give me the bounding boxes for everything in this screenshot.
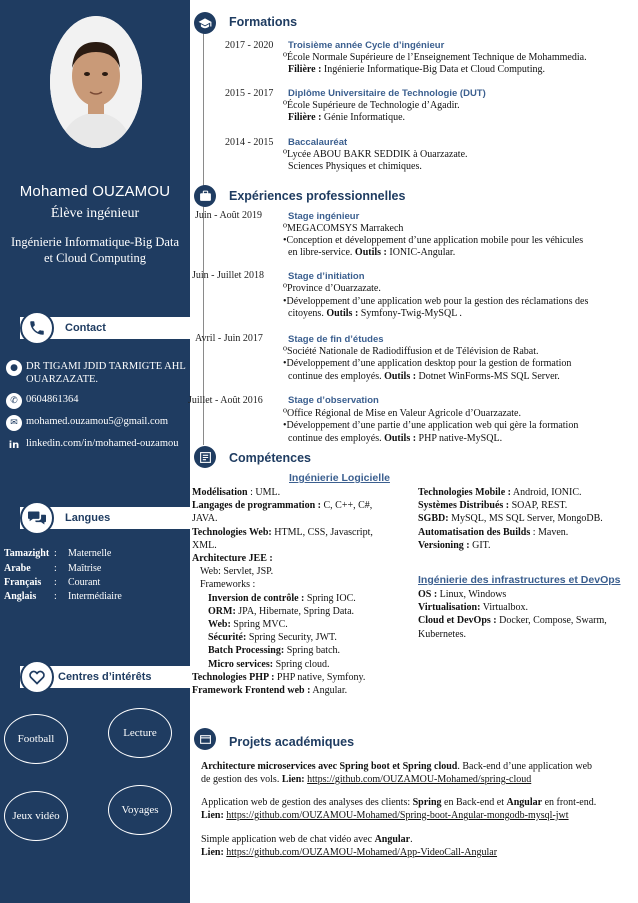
- skill-line: [192, 540, 217, 551]
- skill-label: Automatisation des Builds: [418, 526, 531, 538]
- skill-value: Spring batch.: [286, 645, 341, 657]
- colon: :: [54, 591, 57, 602]
- project-3-desc: Simple application web de chat vidéo avec: [201, 834, 373, 845]
- skill-value: Spring Security, JWT.: [248, 632, 337, 644]
- language-row: [4, 577, 100, 588]
- skill-label: Technologies PHP :: [192, 671, 275, 683]
- interest-lecture: Lecture: [108, 708, 172, 758]
- experience-title: Stage ingénieur: [288, 211, 360, 222]
- experience-desc: •Conception et développement d’une application mobile pour les véhicules: [283, 235, 584, 246]
- language-level: Maîtrise: [68, 563, 102, 574]
- skill-line: [192, 672, 365, 683]
- skill-value: GIT.: [472, 539, 491, 551]
- colon: :: [54, 577, 57, 588]
- language-row: [4, 563, 101, 574]
- projects-title: Projets académiques: [229, 735, 355, 749]
- skill-separator: :: [530, 526, 539, 538]
- languages-title: Langues: [65, 512, 111, 524]
- skill-line: [418, 589, 506, 600]
- desc-text: en libre-service.: [288, 247, 353, 258]
- skill-value: Spring cloud.: [275, 658, 330, 670]
- skill-line: [418, 487, 582, 498]
- person-role: Élève ingénieur: [50, 206, 140, 221]
- experience-desc-cont: [288, 371, 560, 382]
- skill-label: Langages de programmation :: [192, 500, 321, 512]
- skill-value: Linux, Windows: [439, 589, 507, 600]
- place-text: Province d’Ouarzazate.: [287, 283, 381, 294]
- project-2-link-label: Lien:: [201, 810, 224, 821]
- project-1-line-1: [201, 761, 592, 772]
- skill-value: Docker, Compose, Swarm,: [499, 615, 607, 627]
- language-row: [4, 591, 122, 602]
- skills-icon: [194, 446, 216, 468]
- place-text: MEGACOMSYS Marrakech: [287, 223, 404, 234]
- skill-line: [208, 632, 337, 643]
- formation-field: [288, 112, 405, 123]
- project-1-desc-cont: de gestion des vols.: [201, 774, 280, 785]
- language-name: Français: [4, 577, 42, 588]
- language-row: [4, 548, 111, 559]
- phone-text: 0604861364: [26, 394, 79, 405]
- profile-photo: [50, 16, 142, 148]
- skill-line: [418, 540, 491, 551]
- experience-date: Juillet - Août 2016: [188, 395, 263, 406]
- contact-linkedin[interactable]: [6, 437, 190, 453]
- project-1-name: Architecture microservices avec Spring boot et Spring cloud: [201, 761, 458, 772]
- skill-label: Framework Frontend web :: [192, 685, 311, 696]
- contact-address: [6, 360, 190, 386]
- experience-title: Stage de fin d’études: [288, 334, 384, 345]
- desc-text: continue des employés.: [288, 433, 382, 444]
- skill-value: PHP native, Symfony.: [276, 671, 366, 683]
- skill-value: Angular.: [312, 685, 348, 696]
- language-level: Maternelle: [68, 548, 112, 559]
- project-2-desc: Application web de gestion des analyses des clients:: [201, 797, 411, 808]
- language-name: Arabe: [4, 563, 31, 574]
- tools-text: Symfony-Twig-MySQL .: [360, 308, 462, 319]
- skill-line: [418, 527, 568, 538]
- skill-line: [418, 629, 466, 640]
- experience-date: Juin - Juillet 2018: [192, 270, 264, 281]
- skill-label: Technologies Web:: [192, 526, 272, 538]
- skill-line: [200, 566, 273, 577]
- formation-school: ⁰Lycée ABOU BAKR SEDDIK à Ouarzazate.: [283, 149, 468, 160]
- projects-icon: [194, 728, 216, 750]
- language-level: Intermédiaire: [68, 591, 122, 602]
- skill-label: Cloud et DevOps :: [418, 615, 497, 627]
- skill-separator: :: [247, 487, 256, 498]
- project-3-link-label: Lien:: [201, 847, 224, 858]
- formation-date: 2015 - 2017: [225, 88, 274, 99]
- experience-title: Stage d’observation: [288, 395, 379, 406]
- school-text: École Normale Supérieure de l’Enseignement Technique de Mohammedia.: [287, 52, 587, 63]
- skill-label: Micro services:: [208, 658, 274, 670]
- interest-jeux-video: Jeux vidéo: [4, 791, 68, 841]
- skill-label: Versioning :: [418, 539, 470, 551]
- contact-title: Contact: [65, 322, 106, 334]
- skill-line: [192, 685, 347, 696]
- formation-school: ⁰École Normale Supérieure de l’Enseignement Technique de Mohammedia.: [283, 52, 587, 63]
- skill-line: [418, 500, 567, 511]
- skill-value: Spring MVC.: [233, 619, 288, 630]
- skill-label: Sécurité:: [208, 632, 247, 644]
- project-3-line-1: Simple application web de chat vidéo avec Angular.: [201, 834, 413, 845]
- experience-place: ⁰Société Nationale de Radiodiffusion et de Télévision de Rabat.: [283, 346, 539, 357]
- skill-value: Virtualbox.: [482, 602, 528, 614]
- skill-value: Frameworks :: [200, 579, 256, 591]
- formations-title: Formations: [229, 15, 298, 29]
- project-2-line-2: [201, 810, 569, 821]
- person-specialty: Ingénierie Informatique-Big Data et Cloud Computing: [11, 235, 179, 265]
- skill-label: Virtualisation:: [418, 602, 481, 614]
- skill-line: [192, 553, 273, 564]
- field-text: Génie Informatique.: [323, 112, 406, 123]
- speech-bubbles-icon: [20, 501, 54, 535]
- field-label: Filière :: [288, 112, 322, 123]
- tools-label: Outils :: [326, 308, 359, 319]
- project-3-link[interactable]: https://github.com/OUZAMOU-Mohamed/App-VideoCall-Angular: [226, 847, 498, 858]
- desc-text: citoyens.: [288, 308, 324, 319]
- skill-label: SGBD:: [418, 513, 449, 525]
- skill-line: [418, 615, 607, 626]
- skill-value: Spring IOC.: [306, 592, 356, 604]
- skill-label: Technologies Mobile :: [418, 487, 511, 498]
- experience-desc-cont: [288, 308, 462, 319]
- formation-field: Sciences Physiques et chimiques.: [288, 161, 422, 172]
- project-1-line-2: [201, 774, 531, 785]
- tools-text: Dotnet WinForms-MS SQL Server.: [418, 371, 560, 382]
- skill-line: [208, 619, 288, 630]
- skill-line: [192, 527, 373, 538]
- skill-line: [208, 645, 340, 656]
- software-engineering-heading: Ingénierie Logicielle: [289, 472, 390, 484]
- skill-line: [418, 602, 528, 613]
- skill-label: Modélisation: [192, 487, 248, 498]
- skill-value: SOAP, REST.: [511, 500, 568, 512]
- skill-line: [192, 500, 372, 511]
- skill-label: Systèmes Distribués :: [418, 500, 510, 512]
- place-text: Société Nationale de Radiodiffusion et de Télévision de Rabat.: [287, 346, 539, 357]
- project-1-desc: . Back-end d’une application web: [457, 761, 593, 772]
- language-name: Tamazight: [4, 548, 50, 559]
- project-2-desc-mid: en Back-end et: [444, 797, 505, 808]
- skill-value: Web: Servlet, JSP.: [200, 566, 274, 578]
- desc-text: continue des employés.: [288, 371, 382, 382]
- project-2-tech-frontend: Angular: [506, 797, 543, 808]
- skills-title: Compétences: [229, 451, 311, 465]
- experience-desc: •Développement d’une partie d’une application web qui gère la formation: [283, 420, 579, 431]
- tools-label: Outils :: [384, 371, 417, 382]
- briefcase-icon: [194, 185, 216, 207]
- project-1-link[interactable]: https://github.com/OUZAMOU-Mohamed/spring-cloud: [307, 774, 532, 785]
- skill-label: Architecture JEE :: [192, 553, 273, 564]
- formation-title: Baccalauréat: [288, 137, 348, 148]
- formation-school: ⁰École Supérieure de Technologie d’Agadir.: [283, 100, 460, 111]
- language-level: Courant: [68, 577, 101, 588]
- timeline-line: [203, 30, 204, 190]
- school-text: École Supérieure de Technologie d’Agadir.: [287, 100, 460, 111]
- tools-label: Outils :: [354, 247, 387, 258]
- skill-line: [192, 487, 280, 498]
- contact-email[interactable]: [6, 415, 190, 431]
- skill-value: Android, IONIC.: [512, 487, 582, 498]
- colon: :: [54, 563, 57, 574]
- linkedin-text[interactable]: linkedin.com/in/mohamed-ouzamou: [26, 438, 179, 449]
- contact-phone: [6, 393, 190, 409]
- tools-label: Outils :: [384, 433, 417, 444]
- skill-line: [200, 579, 255, 590]
- address-text: DR TIGAMI JDID TARMIGTE AHL OUARZAZATE.: [26, 361, 186, 385]
- project-3-line-2: [201, 847, 497, 858]
- phone-handset-icon: [20, 311, 54, 345]
- skill-value: C, C++, C#,: [323, 500, 373, 512]
- timeline-line: [203, 205, 204, 445]
- skill-label: OS :: [418, 589, 438, 600]
- experience-place: ⁰MEGACOMSYS Marrakech: [283, 223, 404, 234]
- formation-title: Troisième année Cycle d’ingénieur: [288, 40, 445, 51]
- skill-line: [418, 513, 603, 524]
- field-text: Ingénierie Informatique-Big Data et Cloud Computing.: [323, 64, 545, 75]
- interests-title: Centres d’intérêts: [58, 671, 152, 683]
- formation-date: 2014 - 2015: [225, 137, 274, 148]
- phone-icon: ✆: [6, 393, 22, 409]
- location-pin-icon: ●: [6, 360, 22, 376]
- email-text[interactable]: mohamed.ouzamou5@gmail.com: [26, 416, 169, 427]
- formation-title: Diplôme Universitaire de Technologie (DUT): [288, 88, 486, 99]
- skill-value: JAVA.: [192, 513, 218, 525]
- formation-date: 2017 - 2020: [225, 40, 274, 51]
- experience-title: Stage d’initiation: [288, 271, 365, 282]
- graduation-cap-icon: [194, 12, 216, 34]
- place-text: Office Régional de Mise en Valeur Agricole d’Ouarzazate.: [287, 408, 521, 419]
- tools-text: PHP native-MySQL.: [418, 433, 503, 444]
- experience-place: ⁰Office Régional de Mise en Valeur Agricole d’Ouarzazate.: [283, 408, 521, 419]
- skill-label: ORM:: [208, 605, 236, 617]
- linkedin-icon: in: [8, 439, 20, 451]
- project-1-link-label: Lien:: [281, 774, 305, 785]
- skill-line: [208, 606, 354, 617]
- skill-value: HTML, CSS, Javascript,: [274, 526, 373, 538]
- skill-label: Web:: [208, 619, 231, 630]
- interest-voyages: Voyages: [108, 785, 172, 835]
- sidebar: [0, 0, 190, 903]
- skill-line: [192, 513, 217, 524]
- experiences-title: Expériences professionnelles: [229, 189, 406, 203]
- skill-value: MySQL, MS SQL Server, MongoDB.: [451, 513, 603, 525]
- skill-value: JPA, Hibernate, Spring Data.: [238, 605, 355, 617]
- project-2-link[interactable]: https://github.com/OUZAMOU-Mohamed/Spring-boot-Angular-mongodb-mysql-jwt: [226, 810, 569, 821]
- project-2-tech-backend: Spring: [412, 797, 442, 808]
- skill-label: Inversion de contrôle :: [208, 592, 305, 604]
- experience-place: ⁰Province d’Ouarzazate.: [283, 283, 381, 294]
- field-label: Filière :: [288, 64, 322, 75]
- skill-value: Kubernetes.: [418, 628, 467, 640]
- experience-desc-cont: [288, 247, 455, 258]
- experience-desc: •Développement d’une application desktop pour la gestion de formation: [283, 358, 572, 369]
- language-name: Anglais: [4, 591, 37, 602]
- skill-value: UML.: [255, 487, 281, 498]
- person-name: Mohamed OUZAMOU: [19, 183, 171, 200]
- experience-desc: •Développement d’une application web pour la gestion des réclamations des: [283, 296, 589, 307]
- heart-icon: [20, 660, 54, 694]
- skill-value: XML.: [192, 539, 217, 551]
- skill-line: [208, 593, 356, 604]
- envelope-icon: ✉: [6, 415, 22, 431]
- project-2-desc-end: en front-end.: [544, 797, 597, 808]
- school-text: Lycée ABOU BAKR SEDDIK à Ouarzazate.: [287, 149, 468, 160]
- experience-date: Avril - Juin 2017: [195, 333, 263, 344]
- skill-value: Maven.: [538, 526, 569, 538]
- project-3-tech: Angular: [374, 834, 411, 845]
- interest-football: Football: [4, 714, 68, 764]
- infrastructure-devops-heading: Ingénierie des infrastructures et DevOps: [418, 574, 621, 586]
- tools-text: IONIC-Angular.: [389, 247, 456, 258]
- skill-line: [208, 659, 329, 670]
- experience-date: Juin - Août 2019: [195, 210, 262, 221]
- project-2-line-1: [201, 797, 596, 808]
- formation-field: [288, 64, 545, 75]
- colon: :: [54, 548, 57, 559]
- skill-label: Batch Processing:: [208, 645, 285, 657]
- experience-desc-cont: [288, 433, 502, 444]
